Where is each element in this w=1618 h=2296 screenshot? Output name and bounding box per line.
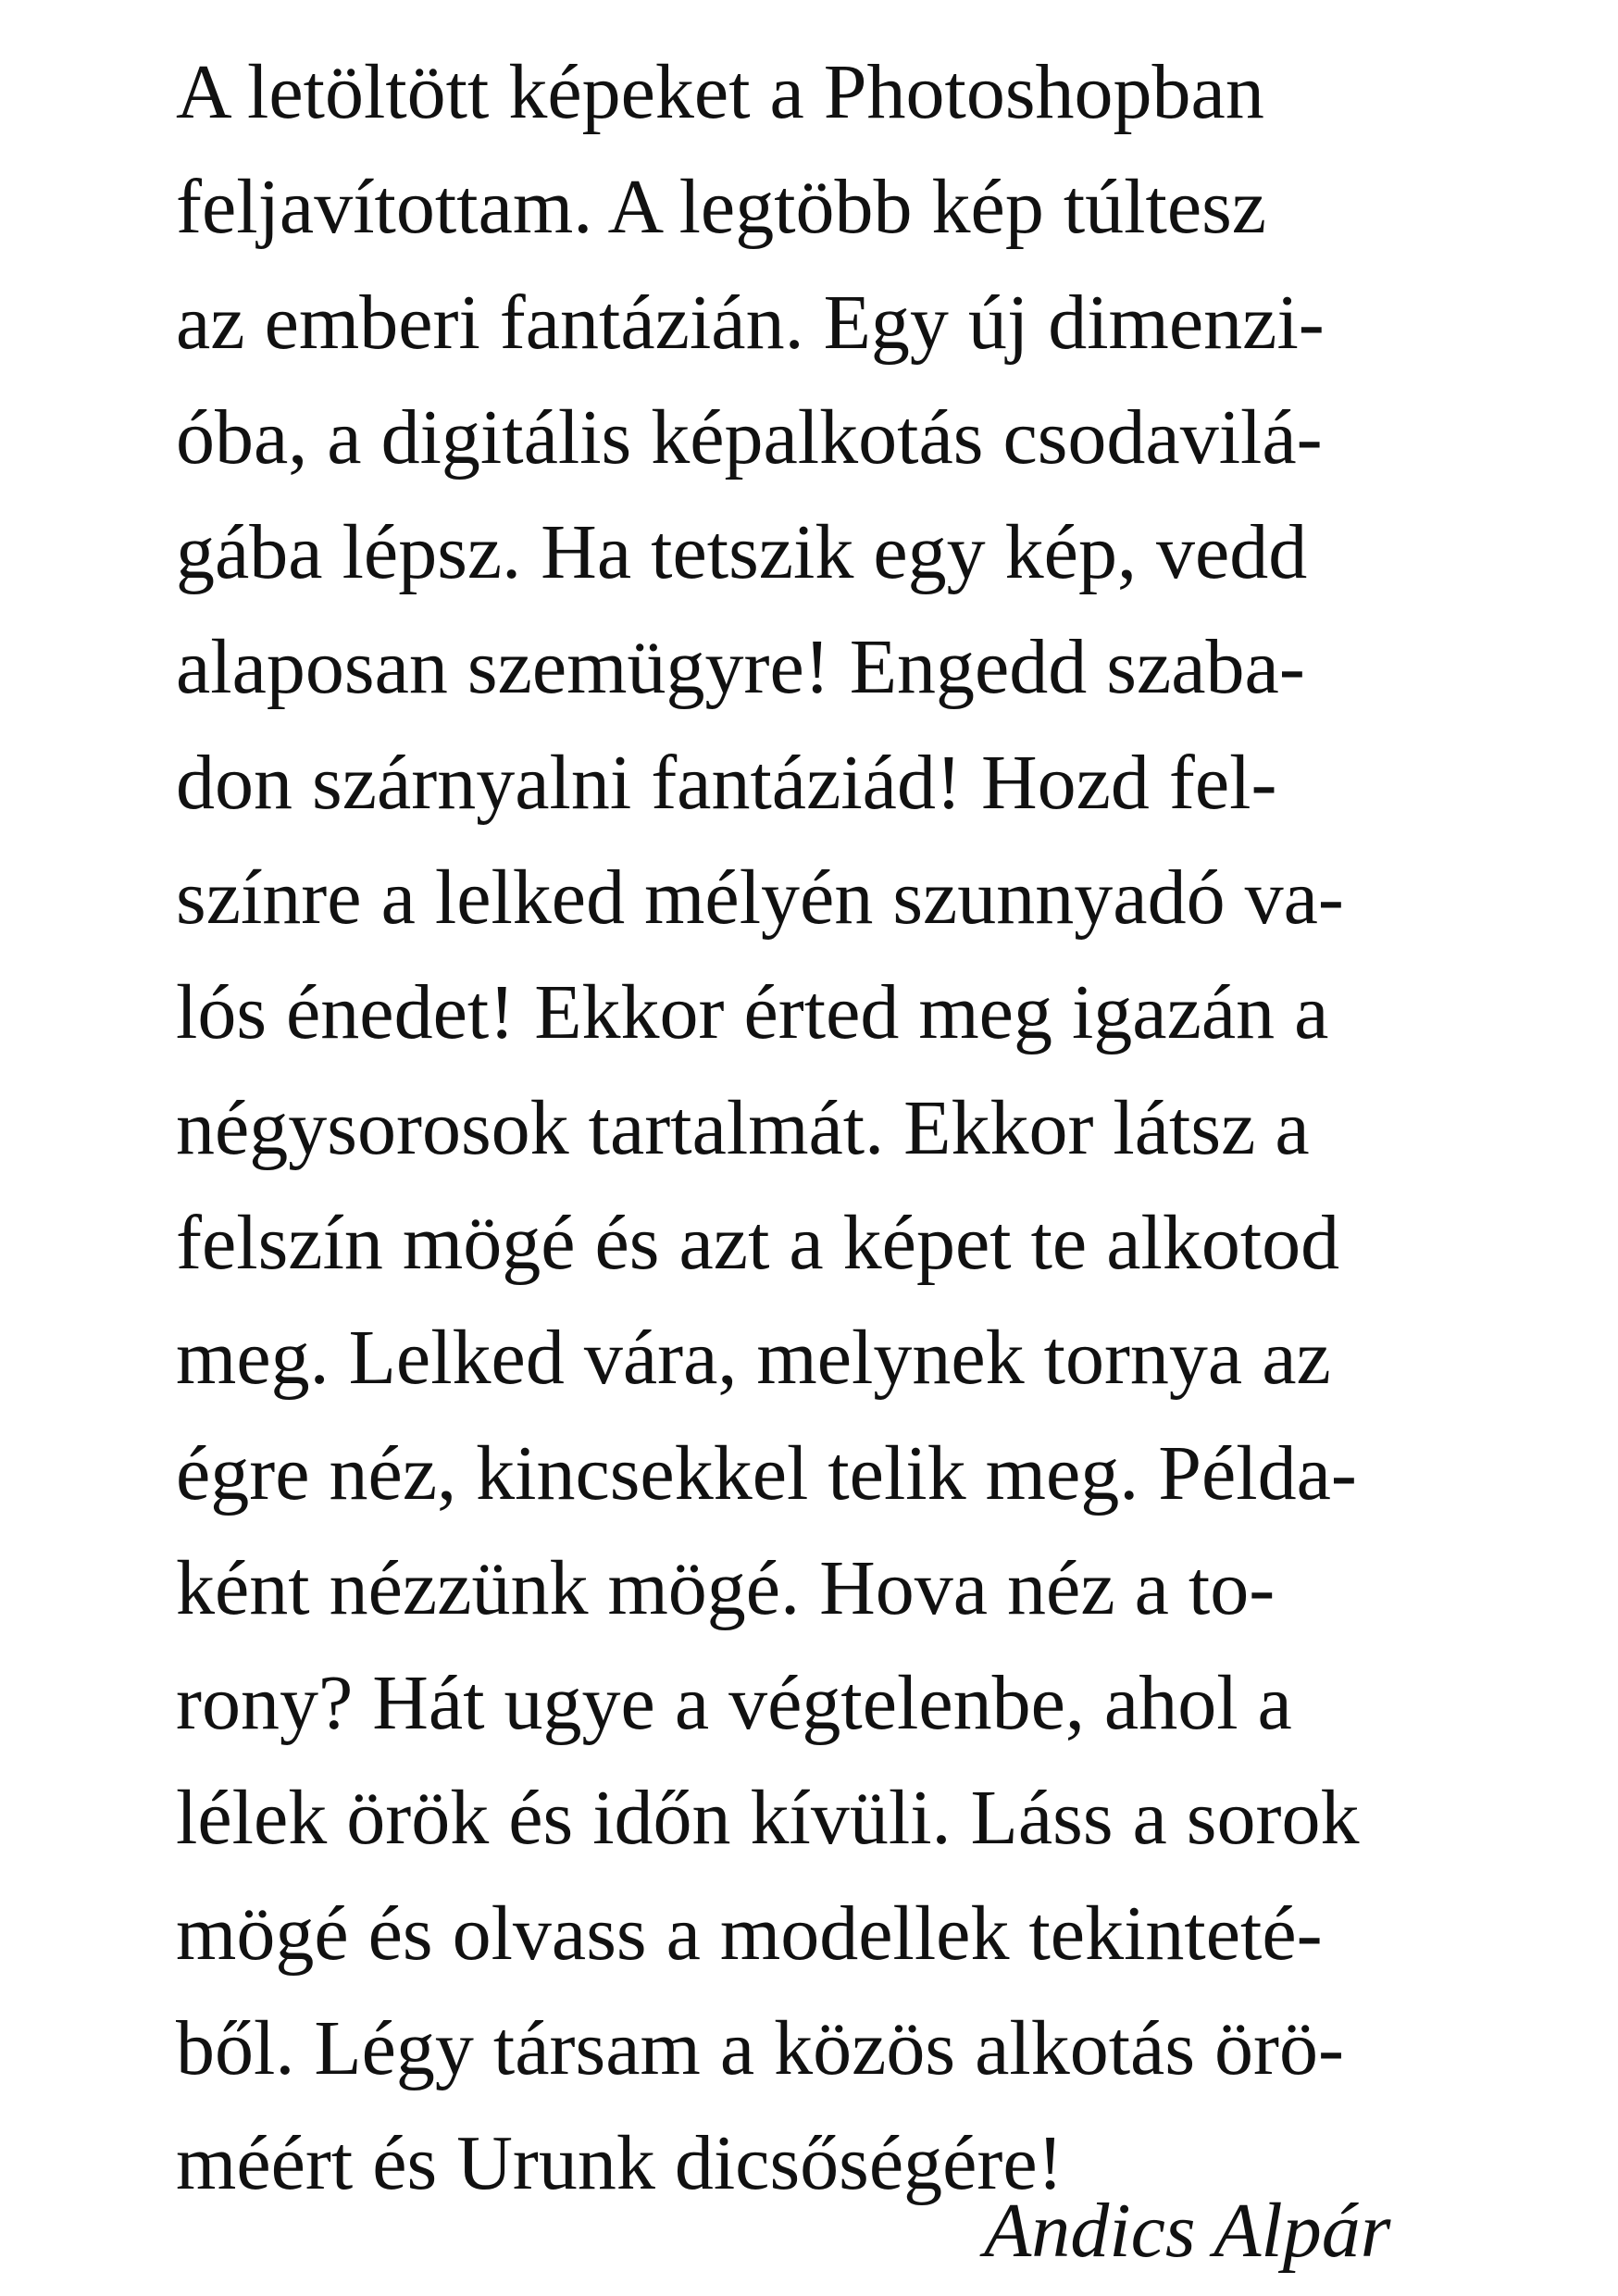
text-line: négysorosok tartalmát. Ekkor látsz a: [176, 1084, 1310, 1171]
body-paragraph: [176, 35, 1618, 2222]
text-line: mögé és olvass a modellek tekinteté-: [176, 1890, 1323, 1977]
text-line: égre néz, kincsekkel telik meg. Példa-: [176, 1429, 1357, 1516]
text-line: az emberi fantázián. Egy új dimenzi-: [176, 279, 1325, 366]
author-signature: Andics Alpár: [984, 2188, 1391, 2274]
text-line: alaposan szemügyre! Engedd szaba-: [176, 624, 1305, 711]
text-line: lélek örök és időn kívüli. Láss a sorok: [176, 1775, 1360, 1862]
text-line: óba, a digitális képalkotás csodavilá-: [176, 393, 1323, 480]
text-line: ként nézzünk mögé. Hova néz a to-: [176, 1544, 1276, 1631]
text-line: felszín mögé és azt a képet te alkotod: [176, 1199, 1340, 1286]
text-line: lós énedet! Ekkor érted meg igazán a: [176, 969, 1329, 1056]
text-line: ből. Légy társam a közös alkotás örö-: [176, 2005, 1344, 2092]
text-line: A letöltött képeket a Photoshopban: [176, 49, 1264, 135]
text-line: gába lépsz. Ha tetszik egy kép, vedd: [176, 509, 1308, 596]
text-line: rony? Hát ugye a végtelenbe, ahol a: [176, 1660, 1292, 1747]
text-line: don szárnyalni fantáziád! Hozd fel-: [176, 739, 1277, 826]
text-line: meg. Lelked vára, melynek tornya az: [176, 1315, 1331, 1402]
text-line: feljavítottam. A legtöbb kép túltesz: [176, 164, 1267, 251]
text-line: méért és Urunk dicsőségére!: [176, 2120, 1064, 2207]
text-line: színre a lelked mélyén szunnyadó va-: [176, 855, 1344, 942]
